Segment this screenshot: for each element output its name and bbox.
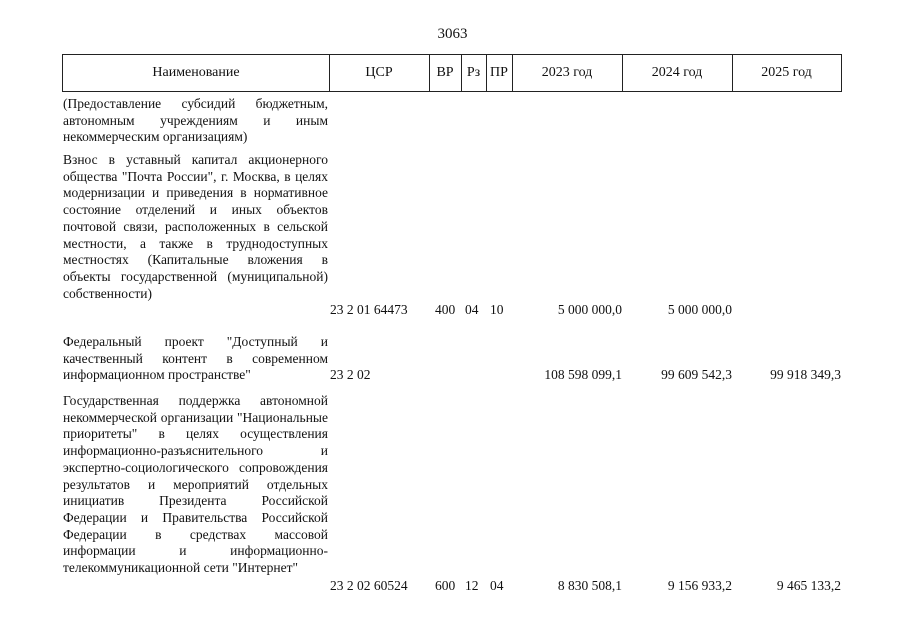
row-vr: 600 [435,578,456,593]
row-pr: 10 [490,302,504,317]
row-2024: 9 156 933,2 [667,578,732,593]
row-name: Федеральный проект "Доступный и качественный контент в современном информационном пространстве" [63,334,328,383]
row-csr: 23 2 01 64473 [330,302,408,317]
row-name: Государственная поддержка автономной некоммерческой организации "Национальные приоритеты" в целях осуществления информационно-разъяснительного и экспертно-социологического сопровождения результатов и мероприятий отдельных инициатив Президента Российской Федерации и Правительства Российской Федерации в средствах массовой информации и информационно-телекоммуникационной сети "Интернет" [63,393,328,576]
row-2023: 5 000 000,0 [557,302,622,317]
header-csr: ЦСР [329,54,430,92]
header-2023: 2023 год [512,54,623,92]
row-2025: 9 465 133,2 [776,578,841,593]
page-number: 3063 [437,26,468,42]
header-2025: 2025 год [732,54,842,92]
row-name: Взнос в уставный капитал акционерного общества "Почта России", г. Москва, в целях модернизации и приведения в нормативное состояние отделений и иных объектов почтовой связи, расположенных в сельской местности, а также в труднодоступных местностях (Капитальные вложения в объекты государственной (муниципальной) собственности) [63,152,328,301]
row-2025: 99 918 349,3 [770,367,841,382]
row-rz: 04 [465,302,479,317]
row-csr: 23 2 02 60524 [330,578,408,593]
header-vr: ВР [429,54,462,92]
row-rz: 12 [465,578,479,593]
row-name: (Предоставление субсидий бюджетным, автономным учреждениям и иным некоммерческим организациям) [63,96,328,145]
row-2024: 99 609 542,3 [661,367,732,382]
header-name: Наименование [62,54,330,92]
row-pr: 04 [490,578,504,593]
header-2024: 2024 год [622,54,733,92]
row-2024: 5 000 000,0 [667,302,732,317]
header-rz: Рз [461,54,487,92]
row-2023: 8 830 508,1 [557,578,622,593]
header-pr: ПР [486,54,513,92]
row-csr: 23 2 02 [330,367,371,382]
row-2023: 108 598 099,1 [544,367,622,382]
row-vr: 400 [435,302,456,317]
